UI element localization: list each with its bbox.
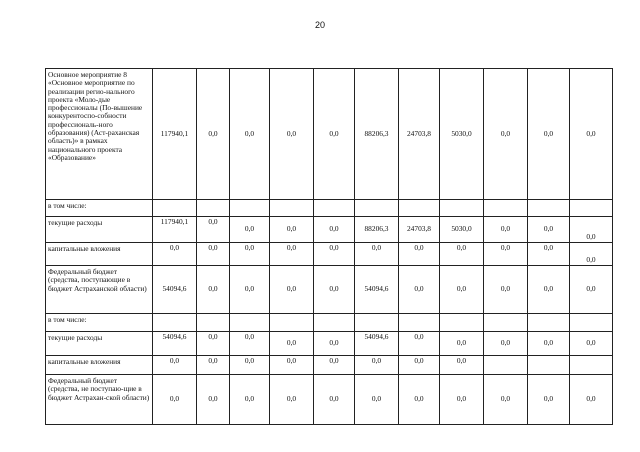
row-label: в том числе: <box>46 200 153 217</box>
table-cell: 0,0 <box>197 217 230 243</box>
table-cell: 0,0 <box>399 332 440 356</box>
table-row <box>46 332 613 356</box>
table-cell: 0,0 <box>440 375 484 425</box>
table-cell: 0,0 <box>314 266 355 314</box>
table-cell: 0,0 <box>440 243 484 266</box>
table-cell <box>153 314 197 332</box>
table-cell: 0,0 <box>355 375 399 425</box>
table-cell: 0,0 <box>528 332 570 356</box>
row-label: Федеральный бюджет (средства, не поступаю-щие в бюджет Астрахан-ской области) <box>46 375 153 425</box>
table-row <box>46 200 613 217</box>
table-cell: 5030,0 <box>440 217 484 243</box>
table-cell: 88206,3 <box>355 69 399 200</box>
table-cell: 117940,1 <box>153 217 197 243</box>
table-cell: 0,0 <box>270 332 314 356</box>
table-cell <box>484 200 528 217</box>
table-cell <box>570 200 613 217</box>
table-cell <box>399 314 440 332</box>
table-cell: 0,0 <box>484 243 528 266</box>
table-cell: 0,0 <box>153 356 197 375</box>
table-cell: 0,0 <box>399 266 440 314</box>
table-cell: 0,0 <box>440 332 484 356</box>
table-cell <box>440 200 484 217</box>
table-cell <box>314 200 355 217</box>
table-cell: 54094,6 <box>153 332 197 356</box>
table-cell: 0,0 <box>314 356 355 375</box>
table-cell: 117940,1 <box>153 69 197 200</box>
table-cell <box>528 356 570 375</box>
table-cell <box>528 314 570 332</box>
table-cell: 0,0 <box>570 266 613 314</box>
table-cell: 0,0 <box>197 69 230 200</box>
table-cell: 0,0 <box>230 332 270 356</box>
row-label: в том числе: <box>46 314 153 332</box>
table-row <box>46 217 613 243</box>
table-cell <box>355 200 399 217</box>
row-label: текущие расходы <box>46 217 153 243</box>
table-row <box>46 375 613 425</box>
table-cell <box>153 200 197 217</box>
row-label: капитальные вложения <box>46 243 153 266</box>
table-cell: 0,0 <box>314 332 355 356</box>
table-cell: 0,0 <box>528 243 570 266</box>
row-label: Федеральный бюджет (средства, поступающие в бюджет Астраханской области) <box>46 266 153 314</box>
table-cell: 0,0 <box>570 69 613 200</box>
table-cell: 0,0 <box>230 266 270 314</box>
table-cell: 0,0 <box>570 332 613 356</box>
table-cell: 0,0 <box>570 217 613 243</box>
row-label: капитальные вложения <box>46 356 153 375</box>
table-cell: 54094,6 <box>355 266 399 314</box>
table-cell <box>270 314 314 332</box>
table-cell <box>197 314 230 332</box>
table-cell: 0,0 <box>153 375 197 425</box>
table-row <box>46 356 613 375</box>
table-cell: 0,0 <box>355 356 399 375</box>
table-cell: 0,0 <box>570 243 613 266</box>
table-cell: 0,0 <box>528 266 570 314</box>
table-cell: 0,0 <box>484 217 528 243</box>
page-number: 20 <box>314 20 325 30</box>
table-cell: 0,0 <box>528 69 570 200</box>
table-cell: 0,0 <box>484 69 528 200</box>
table-cell: 0,0 <box>230 375 270 425</box>
table-cell: 0,0 <box>230 356 270 375</box>
table-cell: 0,0 <box>197 266 230 314</box>
table-cell <box>570 356 613 375</box>
table-cell: 0,0 <box>440 356 484 375</box>
table-cell: 0,0 <box>484 375 528 425</box>
table-cell <box>570 314 613 332</box>
table-cell: 0,0 <box>270 243 314 266</box>
table-cell <box>230 200 270 217</box>
table-cell <box>440 314 484 332</box>
table-cell <box>484 356 528 375</box>
table-cell: 5030,0 <box>440 69 484 200</box>
table-cell: 0,0 <box>197 375 230 425</box>
table-cell: 0,0 <box>230 69 270 200</box>
table-cell: 0,0 <box>270 266 314 314</box>
table-cell <box>355 314 399 332</box>
table-cell: 0,0 <box>484 266 528 314</box>
table-cell: 0,0 <box>270 356 314 375</box>
table-cell: 0,0 <box>440 266 484 314</box>
table-cell: 0,0 <box>270 217 314 243</box>
table-cell: 0,0 <box>399 375 440 425</box>
row-label: Основное мероприятие 8 «Основное мероприятие по реализации регио-нального проекта «Моло-дые профессионалы (По-вышение конкурентоспо-собности профессиональ-ного образования) (Аст-раханская область)» в рамках национального проекта «Образование» <box>46 69 153 200</box>
table-cell: 0,0 <box>197 356 230 375</box>
table-cell: 0,0 <box>570 375 613 425</box>
table-row <box>46 243 613 266</box>
table-cell: 0,0 <box>230 243 270 266</box>
table-cell: 0,0 <box>528 217 570 243</box>
table-cell <box>197 200 230 217</box>
table-cell <box>314 314 355 332</box>
budget-table <box>45 68 613 425</box>
table-cell: 88206,3 <box>355 217 399 243</box>
table-cell: 0,0 <box>399 243 440 266</box>
table-row <box>46 314 613 332</box>
table-cell: 54094,6 <box>153 266 197 314</box>
table-cell: 0,0 <box>314 69 355 200</box>
table-cell: 0,0 <box>197 332 230 356</box>
table-cell: 0,0 <box>230 217 270 243</box>
table-cell: 0,0 <box>153 243 197 266</box>
table-row <box>46 69 613 200</box>
table-cell: 24703,8 <box>399 217 440 243</box>
table-cell: 0,0 <box>528 375 570 425</box>
table-cell: 0,0 <box>314 243 355 266</box>
table-cell: 0,0 <box>484 332 528 356</box>
table-cell: 0,0 <box>270 69 314 200</box>
table-cell <box>528 200 570 217</box>
table-cell <box>270 200 314 217</box>
table-cell: 0,0 <box>270 375 314 425</box>
table-cell <box>399 200 440 217</box>
row-label: текущие расходы <box>46 332 153 356</box>
table-cell: 0,0 <box>314 375 355 425</box>
table-cell: 0,0 <box>355 243 399 266</box>
table-cell: 0,0 <box>314 217 355 243</box>
table-cell: 24703,8 <box>399 69 440 200</box>
table-row <box>46 266 613 314</box>
table-cell: 0,0 <box>399 356 440 375</box>
table-cell <box>484 314 528 332</box>
table-cell <box>230 314 270 332</box>
table-cell: 54094,6 <box>355 332 399 356</box>
table-cell: 0,0 <box>197 243 230 266</box>
